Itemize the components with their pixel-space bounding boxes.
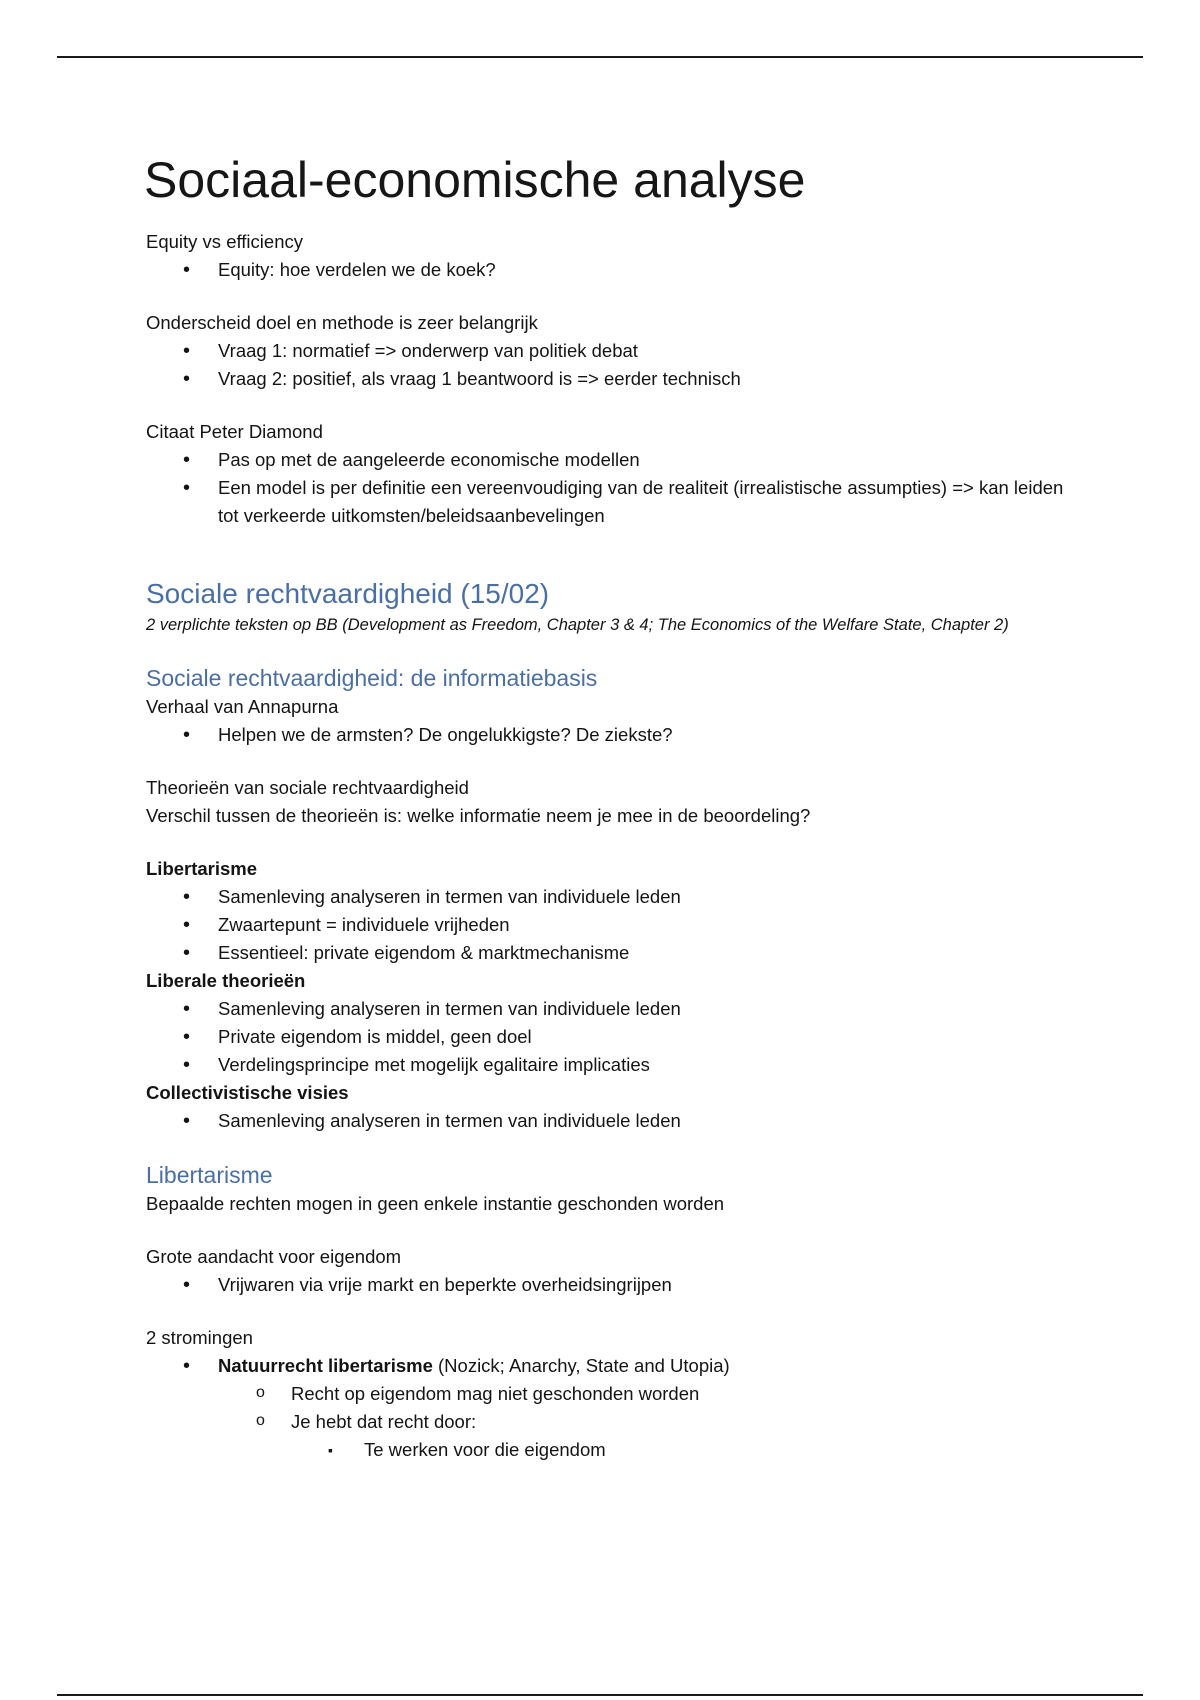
list-item: ▪ Te werken voor die eigendom — [146, 1436, 1066, 1464]
bullet-list — [146, 446, 1066, 530]
list-item: • Vraag 1: normatief => onderwerp van politiek debat — [146, 337, 1066, 365]
footer-rule — [57, 1694, 1143, 1696]
list-item: • Equity: hoe verdelen we de koek? — [146, 256, 1066, 284]
bullet-list — [146, 1352, 1066, 1380]
document-title: Sociaal-economische analyse — [144, 152, 806, 208]
header-rule — [57, 56, 1143, 58]
list-item: • Verdelingsprincipe met mogelijk egalitaire implicaties — [146, 1051, 1066, 1079]
heading-sociale-rechtvaardigheid: Sociale rechtvaardigheid (15/02) — [146, 578, 550, 609]
bullet-list — [146, 337, 1066, 393]
list-item: • Samenleving analyseren in termen van individuele leden — [146, 995, 1066, 1023]
bullet-list — [146, 1271, 1066, 1299]
heading-libertarisme: Libertarisme — [146, 1162, 273, 1188]
list-item: • Samenleving analyseren in termen van individuele leden — [146, 1107, 1066, 1135]
label-libertarisme: Libertarisme — [146, 858, 258, 879]
list-item: o Je hebt dat recht door: — [146, 1408, 1066, 1436]
list-item: • Pas op met de aangeleerde economische modellen — [146, 446, 1066, 474]
paragraph-theorieen: Theorieën van sociale rechtvaardigheid — [146, 777, 469, 798]
subtitle-verplichte-teksten: 2 verplichte teksten op BB (Development as Freedom, Chapter 3 & 4; The Economics of the Welfare State, Chapter 2) — [146, 616, 1009, 634]
label-collectivistische-visies: Collectivistische visies — [146, 1082, 349, 1103]
list-item: • Vraag 2: positief, als vraag 1 beantwoord is => eerder technisch — [146, 365, 1066, 393]
heading-informatiebasis: Sociale rechtvaardigheid: de informatiebasis — [146, 665, 598, 691]
list-item: • Helpen we de armsten? De ongelukkigste? De ziekste? — [146, 721, 1066, 749]
paragraph-rechten: Bepaalde rechten mogen in geen enkele instantie geschonden worden — [146, 1193, 725, 1214]
paragraph-eigendom: Grote aandacht voor eigendom — [146, 1246, 402, 1267]
list-item: • Een model is per definitie een vereenvoudiging van de realiteit (irrealistische assumpties) => kan leiden tot verkeerde uitkomsten/beleidsaanbevelingen — [146, 474, 1066, 530]
subsub-list — [146, 1436, 1066, 1464]
bullet-list — [146, 1107, 1066, 1135]
stroming-reference: (Nozick; Anarchy, State and Utopia) — [432, 1355, 730, 1376]
list-item: • Vrijwaren via vrije markt en beperkte overheidsingrijpen — [146, 1271, 1066, 1299]
bullet-list — [146, 883, 1066, 967]
bullet-list — [146, 721, 1066, 749]
paragraph-equity: Equity vs efficiency — [146, 231, 303, 252]
list-item: • Samenleving analyseren in termen van individuele leden — [146, 883, 1066, 911]
list-item: • Zwaartepunt = individuele vrijheden — [146, 911, 1066, 939]
list-item — [146, 1352, 1066, 1380]
list-item: • Private eigendom is middel, geen doel — [146, 1023, 1066, 1051]
list-item: • Essentieel: private eigendom & marktmechanisme — [146, 939, 1066, 967]
paragraph-verschil: Verschil tussen de theorieën is: welke informatie neem je mee in de beoordeling? — [146, 805, 811, 826]
bullet-list — [146, 995, 1066, 1079]
document-body — [146, 146, 1066, 1464]
bullet-list — [146, 256, 1066, 284]
paragraph-onderscheid: Onderscheid doel en methode is zeer belangrijk — [146, 312, 538, 333]
sub-list — [146, 1380, 1066, 1436]
stroming-name: Natuurrecht libertarisme — [218, 1355, 433, 1376]
paragraph-stromingen: 2 stromingen — [146, 1327, 253, 1348]
paragraph-annapurna: Verhaal van Annapurna — [146, 696, 339, 717]
paragraph-citaat: Citaat Peter Diamond — [146, 421, 323, 442]
label-liberale-theorieen: Liberale theorieën — [146, 970, 306, 991]
list-item: o Recht op eigendom mag niet geschonden worden — [146, 1380, 1066, 1408]
